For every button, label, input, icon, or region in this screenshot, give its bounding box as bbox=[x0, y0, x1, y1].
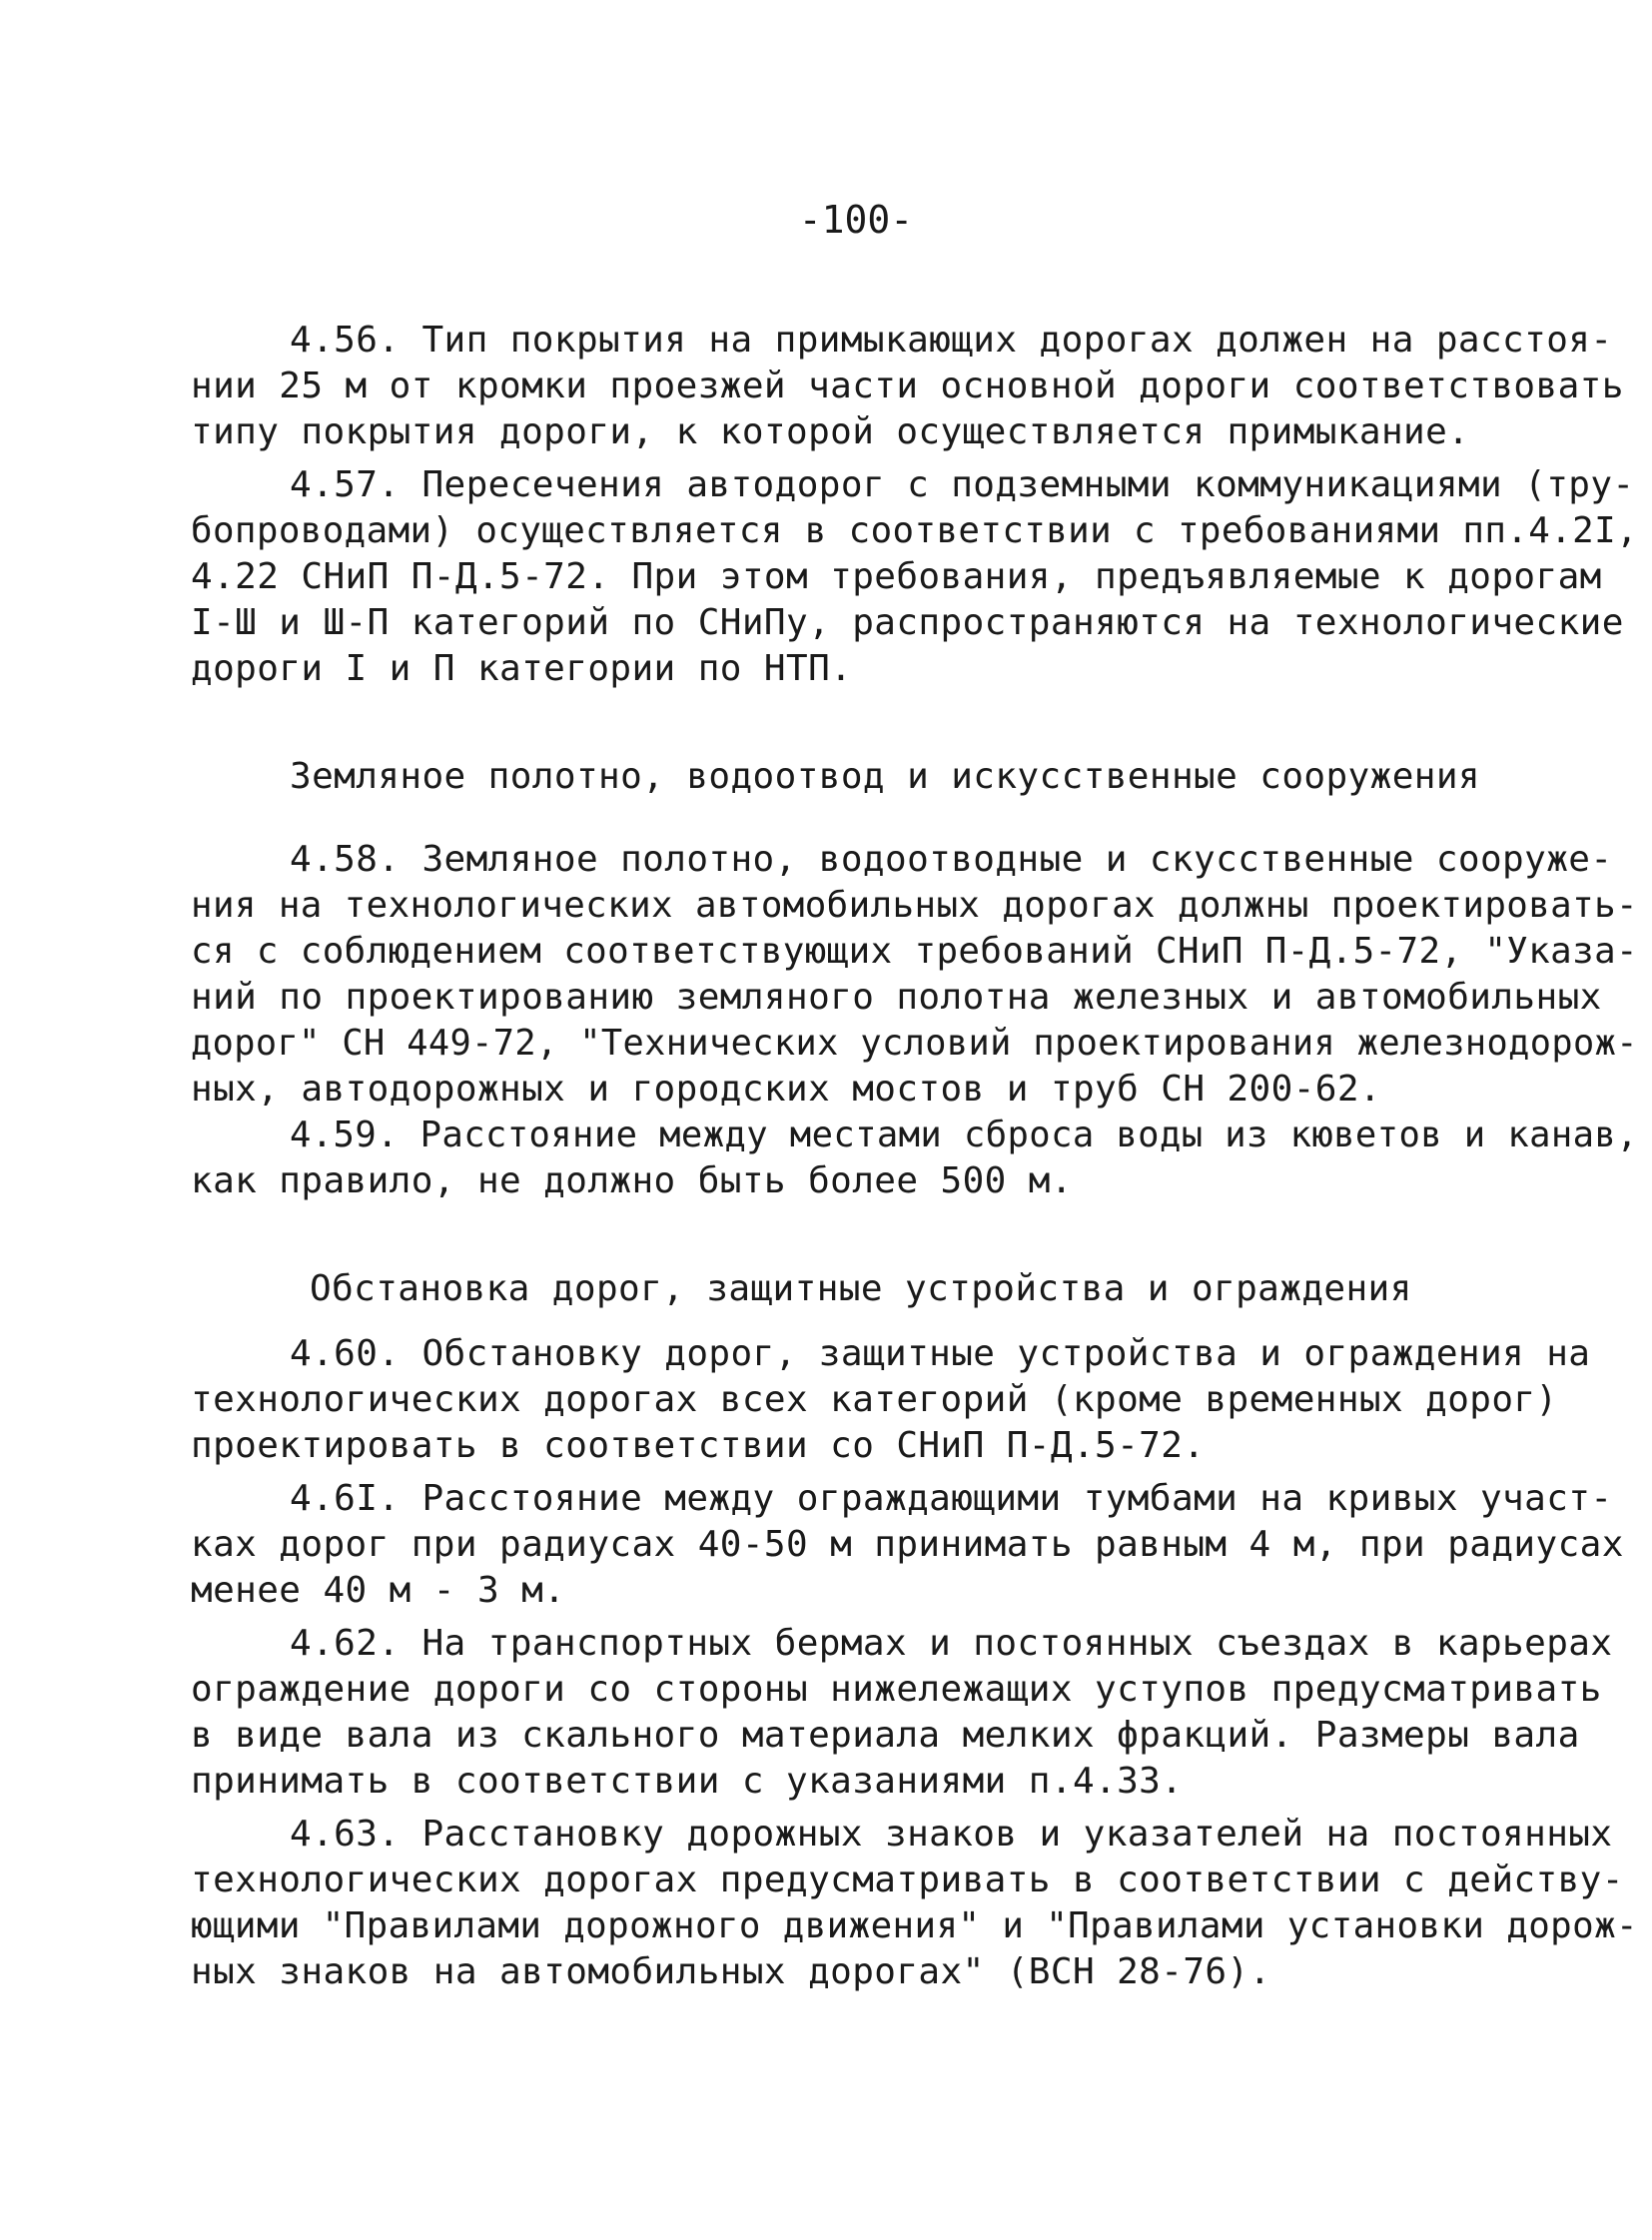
paragraph-line: 4.57. Пересечения автодорог с подземными коммуникациями (тру- bbox=[290, 464, 1635, 505]
paragraph-line: ных знаков на автомобильных дорогах" (ВСН 28-76). bbox=[191, 1951, 1271, 1992]
paragraph-line: 4.56. Тип покрытия на примыкающих дорогах должен на расстоя- bbox=[290, 320, 1613, 361]
paragraph-line: в виде вала из скального материала мелких фракций. Размеры вала bbox=[191, 1715, 1580, 1756]
paragraph-line: технологических дорогах всех категорий (кроме временных дорог) bbox=[191, 1379, 1558, 1420]
paragraph-line: 4.62. На транспортных бермах и постоянных съездах в карьерах bbox=[290, 1623, 1613, 1664]
paragraph-line: проектировать в соответствии со СНиП П-Д.5-72. bbox=[191, 1425, 1206, 1466]
page-number: -100- bbox=[798, 198, 914, 242]
paragraph-line: 4.22 СНиП П-Д.5-72. При этом требования, предъявляемые к дорогам bbox=[191, 556, 1602, 597]
paragraph-line: менее 40 м - 3 м. bbox=[191, 1570, 566, 1611]
paragraph-line: 4.58. Земляное полотно, водоотводные и скусственные сооруже- bbox=[290, 839, 1613, 880]
paragraph-line: 4.63. Расстановку дорожных знаков и указателей на постоянных bbox=[290, 1814, 1613, 1855]
paragraph-line: ющими "Правилами дорожного движения" и "Правилами установки дорож- bbox=[191, 1905, 1639, 1946]
paragraph-line: дороги I и П категории по НТП. bbox=[191, 648, 853, 689]
paragraph-line: нии 25 м от кромки проезжей части основной дороги соответствовать bbox=[191, 366, 1624, 406]
paragraph-line: ных, автодорожных и городских мостов и труб СН 200-62. bbox=[191, 1069, 1381, 1110]
paragraph-line: дорог" СН 449-72, "Технических условий проектирования железнодорож- bbox=[191, 1023, 1638, 1064]
paragraph-line: ограждение дороги со стороны нижележащих уступов предусматривать bbox=[191, 1669, 1602, 1710]
paragraph-line: 4.60. Обстановку дорог, защитные устройства и ограждения на bbox=[290, 1333, 1591, 1374]
paragraph-line: типу покрытия дороги, к которой осуществляется примыкание. bbox=[191, 411, 1470, 452]
paragraph-line: 4.6I. Расстояние между ограждающими тумбами на кривых участ- bbox=[290, 1478, 1613, 1519]
paragraph-line: 4.59. Расстояние между местами сброса воды из кюветов и канав, bbox=[290, 1115, 1638, 1155]
paragraph-line: как правило, не должно быть более 500 м. bbox=[191, 1160, 1073, 1201]
paragraph-line: I-Ш и Ш-П категорий по СНиПу, распространяются на технологические bbox=[191, 602, 1624, 643]
paragraph-line: технологических дорогах предусматривать в соответствии с действу- bbox=[191, 1860, 1624, 1900]
paragraph-line: ся с соблюдением соответствующих требований СНиП П-Д.5-72, "Указа- bbox=[191, 931, 1639, 972]
paragraph-line: ния на технологических автомобильных дорогах должны проектировать- bbox=[191, 885, 1639, 926]
paragraph-line: бопроводами) осуществляется в соответствии с требованиями пп.4.2I, bbox=[191, 510, 1639, 551]
paragraph-line: ках дорог при радиусах 40-50 м принимать равным 4 м, при радиусах bbox=[191, 1524, 1624, 1565]
paragraph-line: принимать в соответствии с указаниями п.4.33. bbox=[191, 1761, 1184, 1802]
section-heading-road-furniture: Обстановка дорог, защитные устройства и ограждения bbox=[310, 1268, 1412, 1309]
section-heading-earthwork: Земляное полотно, водоотвод и искусственные сооружения bbox=[290, 756, 1480, 797]
paragraph-line: ний по проектированию земляного полотна железных и автомобильных bbox=[191, 977, 1602, 1018]
